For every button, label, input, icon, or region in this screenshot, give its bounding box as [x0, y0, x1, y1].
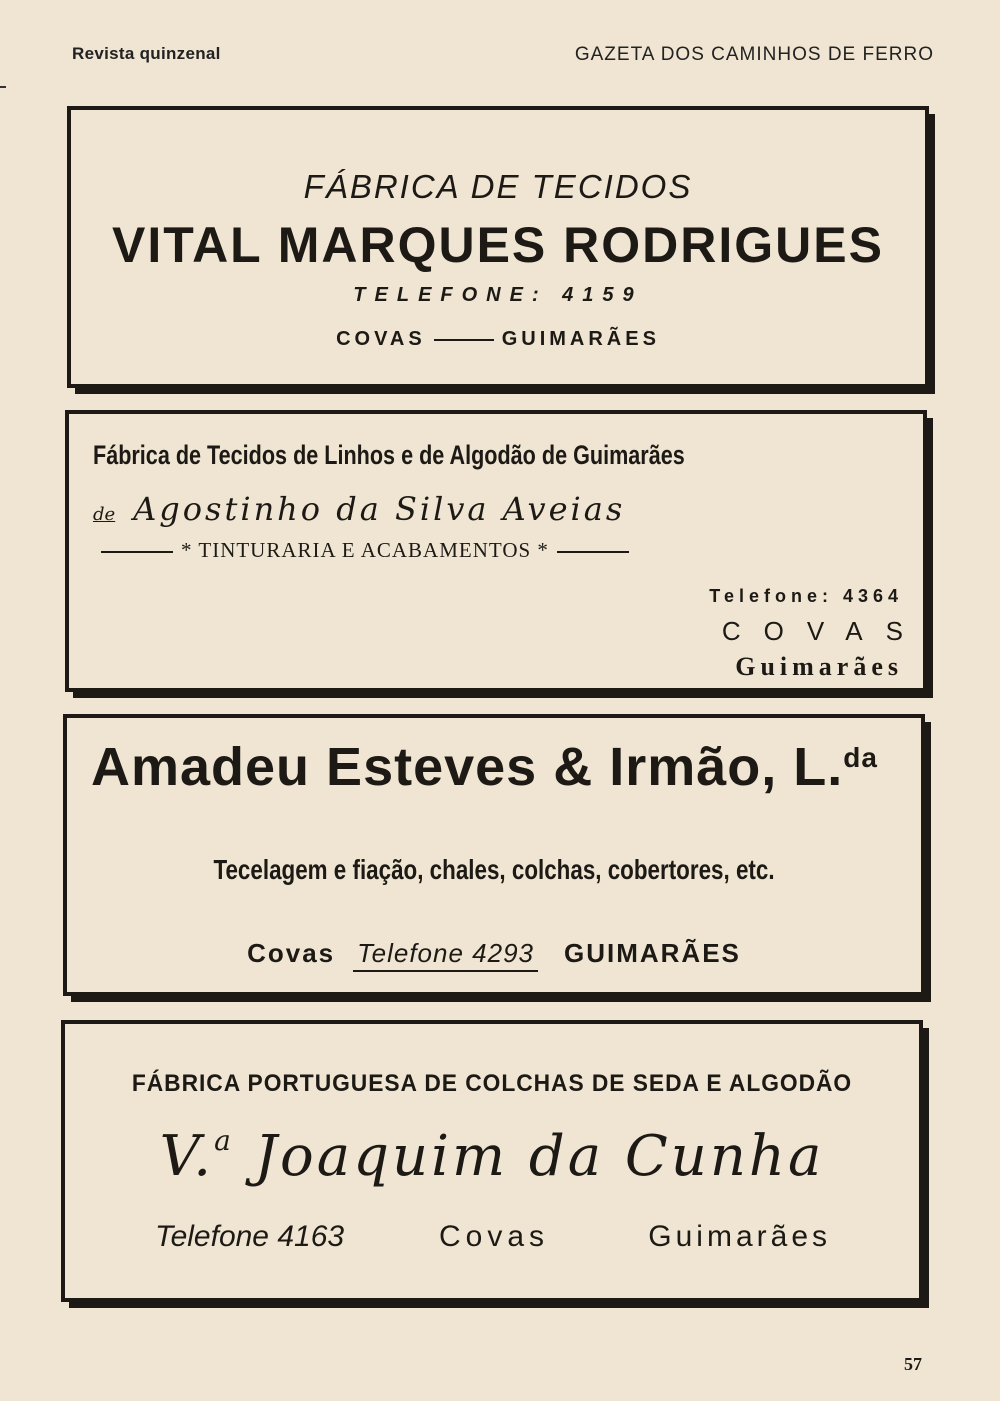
phone-line: Telefone: 4364 [709, 586, 903, 606]
ad-title: Fábrica de Tecidos de Linhos e de Algodão de Guimarães [93, 440, 685, 470]
phone: Telefone 4293 [353, 938, 538, 972]
page-number: 57 [904, 1354, 922, 1374]
location-guimaraes: Guimarães [648, 1220, 831, 1253]
location-covas: Covas [439, 1220, 550, 1253]
company-name: Agostinho da Silva Aveias [133, 490, 626, 528]
phone-line: TELEFONE: 4159 [353, 284, 643, 306]
company-name: VITAL MARQUES RODRIGUES [112, 217, 884, 273]
margin-mark [0, 86, 6, 88]
ad-title: FÁBRICA PORTUGUESA DE COLCHAS DE SEDA E ALGODÃO [131, 1070, 853, 1097]
location-guimaraes: GUIMARÃES [564, 938, 741, 968]
name-prefix: V. [159, 1124, 215, 1189]
divider [557, 551, 629, 553]
company-name: Joaquim da Cunha [254, 1124, 825, 1189]
ad-subtitle: FÁBRICA DE TECIDOS [303, 168, 693, 205]
location-covas: Covas [247, 938, 336, 968]
divider [101, 551, 173, 553]
services: * TINTURARIA E ACABAMENTOS * [181, 538, 549, 562]
location-guimaraes: GUIMARÃES [501, 328, 660, 350]
activity-line: Tecelagem e fiação, chales, colchas, cobertores, etc. [213, 854, 775, 885]
header-left: Revista quinzenal [72, 44, 221, 63]
ad-amadeu-esteves [63, 714, 925, 996]
company-name-line [93, 490, 625, 528]
ad-agostinho-aveias [65, 410, 927, 692]
location-guimaraes: Guimarães [735, 652, 903, 681]
name-prefix-sup: a [214, 1124, 234, 1157]
phone: Telefone 4163 [155, 1220, 345, 1253]
ad-joaquim-da-cunha [61, 1020, 923, 1302]
header-right: GAZETA DOS CAMINHOS DE FERRO [574, 44, 934, 65]
company-name-line [65, 1124, 919, 1189]
location-line [71, 328, 925, 351]
company-name-line [91, 736, 878, 798]
divider [434, 339, 494, 341]
contact-line [67, 938, 921, 969]
company-suffix: da [843, 742, 878, 773]
company-name: Amadeu Esteves & Irmão, L. [91, 737, 844, 797]
location-covas: COVAS [721, 616, 926, 646]
ad-vital-marques-rodrigues [67, 106, 929, 388]
location-covas: COVAS [336, 328, 426, 350]
services-line [93, 538, 637, 563]
de-word: de [93, 504, 116, 525]
